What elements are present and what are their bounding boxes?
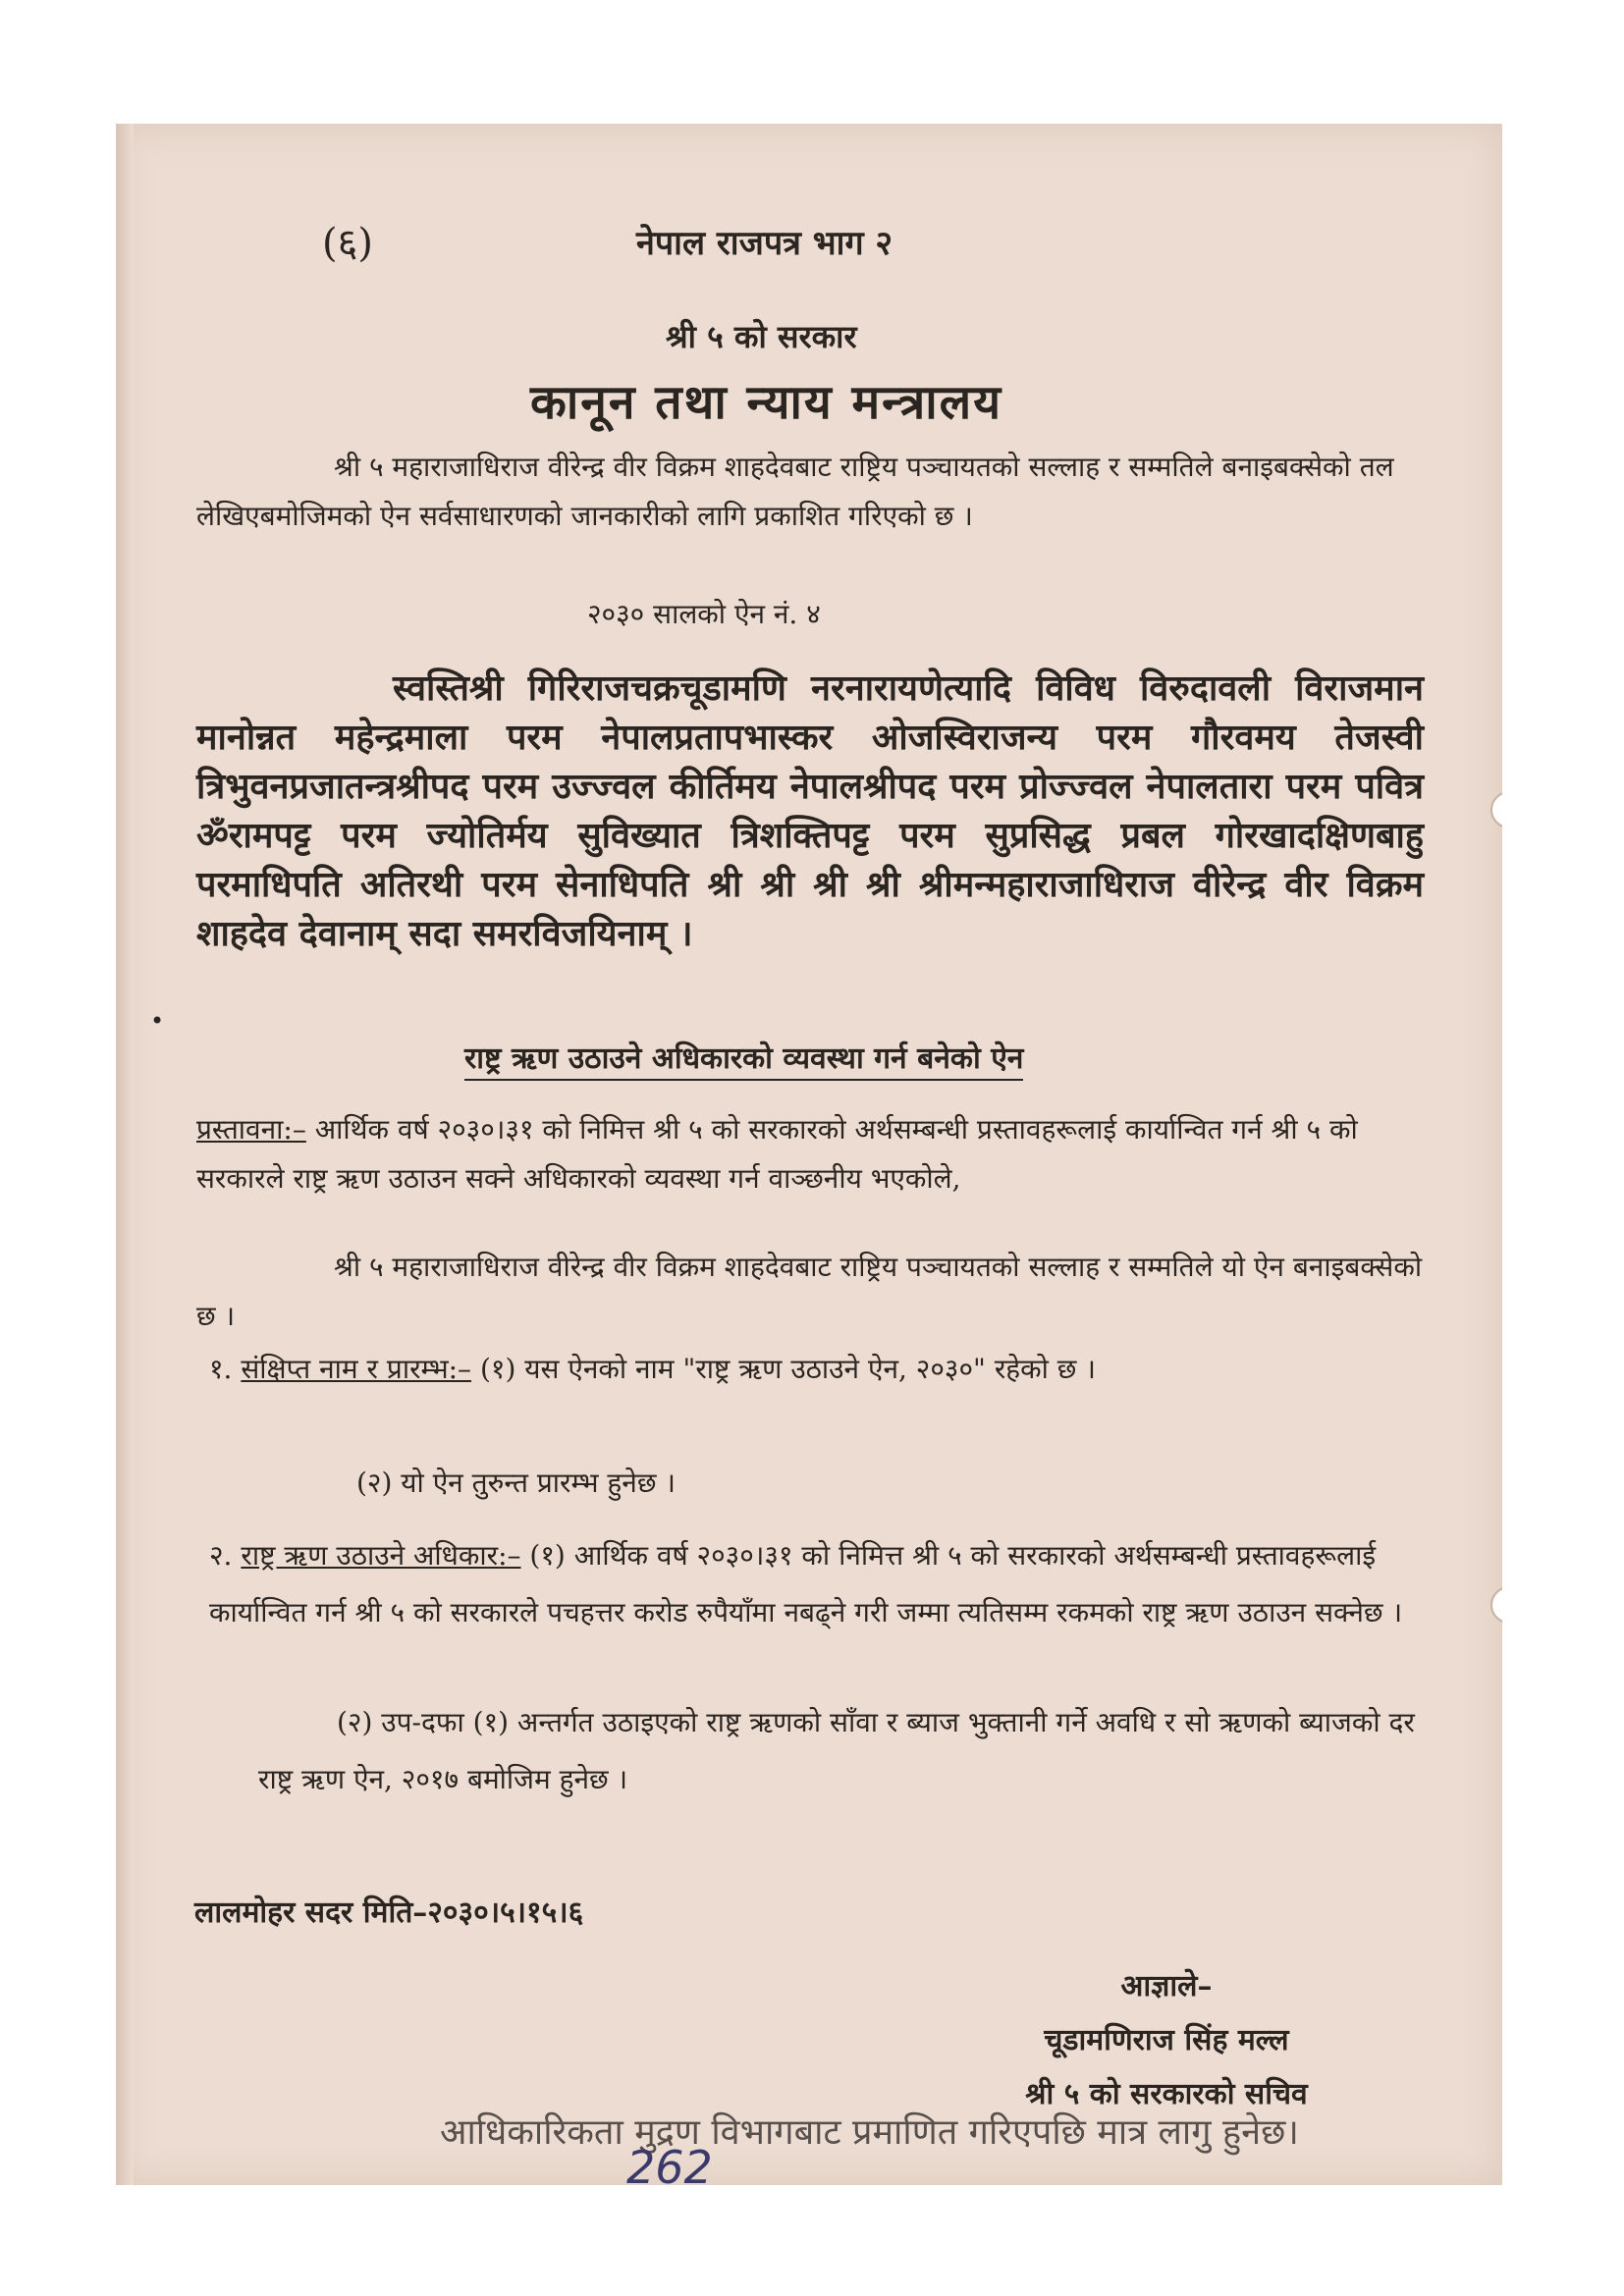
authenticity-note: आधिकारिकता मुद्रण विभागबाट प्रमाणित गरिएपछि मात्र लागु हुनेछ। — [440, 2112, 1299, 2153]
margin-mark: • — [150, 1007, 165, 1035]
government-heading: श्री ५ को सरकार — [666, 318, 857, 355]
gazette-title: नेपाल राजपत्र भाग २ — [636, 224, 893, 263]
gazette-page — [116, 124, 1502, 2185]
section-1-sub1: (१) यस ऐनको नाम "राष्ट्र ऋण उठाउने ऐन, २०३०" रहेको छ । — [471, 1353, 1096, 1385]
enactment-clause: श्री ५ महाराजाधिराज वीरेन्द्र वीर विक्रम शाहदेवबाट राष्ट्रिय पञ्चायतको सल्लाह र सम्मतिले यो ऐन बनाइबक्सेको छ । — [196, 1251, 1423, 1332]
section-2-number: २. — [209, 1539, 233, 1572]
signatory-title: श्री ५ को सरकारको सचिव — [1025, 2077, 1308, 2111]
punch-hole-top — [1490, 791, 1502, 828]
section-2-sub2: (२) उप-दफा (१) अन्तर्गत उठाइएको राष्ट्र ऋणको साँवा र ब्याज भुक्तानी गर्ने अवधि र सो ऋणको ब्याजको दर राष्ट्र ऋण ऐन, २०१७ बमोजिम हुनेछ । — [258, 1706, 1415, 1795]
royal-eulogy: स्वस्तिश्री गिरिराजचक्रचूडामणि नरनारायणेत्यादि विविध विरुदावली विराजमान मानोन्नत महेन्द्रमाला परम नेपालप्रतापभास्कर ओजस्विराजन्य परम गौरवमय तेजस्वी त्रिभुवनप्रजातन्त्रश्रीपद परम उज्ज्वल कीर्तिमय नेपालश्रीपद परम प्रोज्ज्वल नेपालतारा परम पवित्र ॐरामपट्ट परम ज्योतिर्मय सुविख्यात त्रिशक्तिपट्ट परम सुप्रसिद्ध प्रबल गोरखादक्षिणबाहु परमाधिपति अतिरथी परम सेनाधिपति श्री श्री श्री श्री श्रीमन्महाराजाधिराज वीरेन्द्र वीर विक्रम शाहदेव देवानाम् सदा समरविजयिनाम् । — [196, 667, 1424, 954]
signatory-name: चूडामणिराज सिंह मल्ल — [1044, 2023, 1289, 2057]
signature-order: आज्ञाले– — [1120, 1969, 1213, 2003]
act-number: २०३० सालको ऐन नं. ४ — [587, 598, 821, 630]
section-1-sub2: (२) यो ऐन तुरुन्त प्रारम्भ हुनेछ । — [356, 1467, 676, 1499]
preamble — [196, 1105, 1424, 1203]
intro-paragraph: श्री ५ महाराजाधिराज वीरेन्द्र वीर विक्रम शाहदेवबाट राष्ट्रिय पञ्चायतको सल्लाह र सम्मतिले बनाइबक्सेको तल लेखिएबमोजिमको ऐन सर्वसाधारणको जानकारीको लागि प्रकाशित गरिएको छ । — [196, 451, 1394, 532]
section-2-sub1: (१) आर्थिक वर्ष २०३०।३१ को निमित्त श्री ५ को सरकारको अर्थसम्बन्धी प्रस्तावहरूलाई कार्यान्वित गर्न श्री ५ को सरकारले पचहत्तर करोड रुपैयाँमा नबढ्ने गरी जम्मा त्यतिसम्म रकमको राष्ट्र ऋण उठाउन सक्नेछ । — [209, 1539, 1403, 1629]
section-1 — [209, 1341, 1427, 1398]
seal-date: लालमोहर सदर मिति–२०३०।५।१५।६ — [194, 1896, 584, 1930]
preamble-text: आर्थिक वर्ष २०३०।३१ को निमित्त श्री ५ को सरकारको अर्थसम्बन्धी प्रस्तावहरूलाई कार्यान्वित गर्न श्री ५ को सरकारले राष्ट्र ऋण उठाउन सक्ने अधिकारको व्यवस्था गर्न वाञ्छनीय भएकोले, — [196, 1113, 1358, 1195]
handwritten-page-stamp: 262 — [626, 2141, 713, 2185]
page-number: (६) — [322, 221, 374, 266]
preamble-label: प्रस्तावना:– — [196, 1113, 306, 1146]
section-2 — [209, 1527, 1427, 1641]
punch-hole-bottom — [1490, 1586, 1502, 1624]
page-fold-shadow — [116, 124, 134, 2185]
signature-block — [960, 1959, 1373, 2121]
section-1-heading: संक्षिप्त नाम र प्रारम्भ:– — [241, 1353, 472, 1385]
section-2-heading: राष्ट्र ऋण उठाउने अधिकार:– — [241, 1539, 521, 1572]
section-1-number: १. — [209, 1353, 233, 1385]
ministry-heading: कानून तथा न्याय मन्त्रालय — [530, 375, 1003, 430]
act-title: राष्ट्र ऋण उठाउने अधिकारको व्यवस्था गर्न बनेको ऐन — [464, 1037, 1023, 1081]
